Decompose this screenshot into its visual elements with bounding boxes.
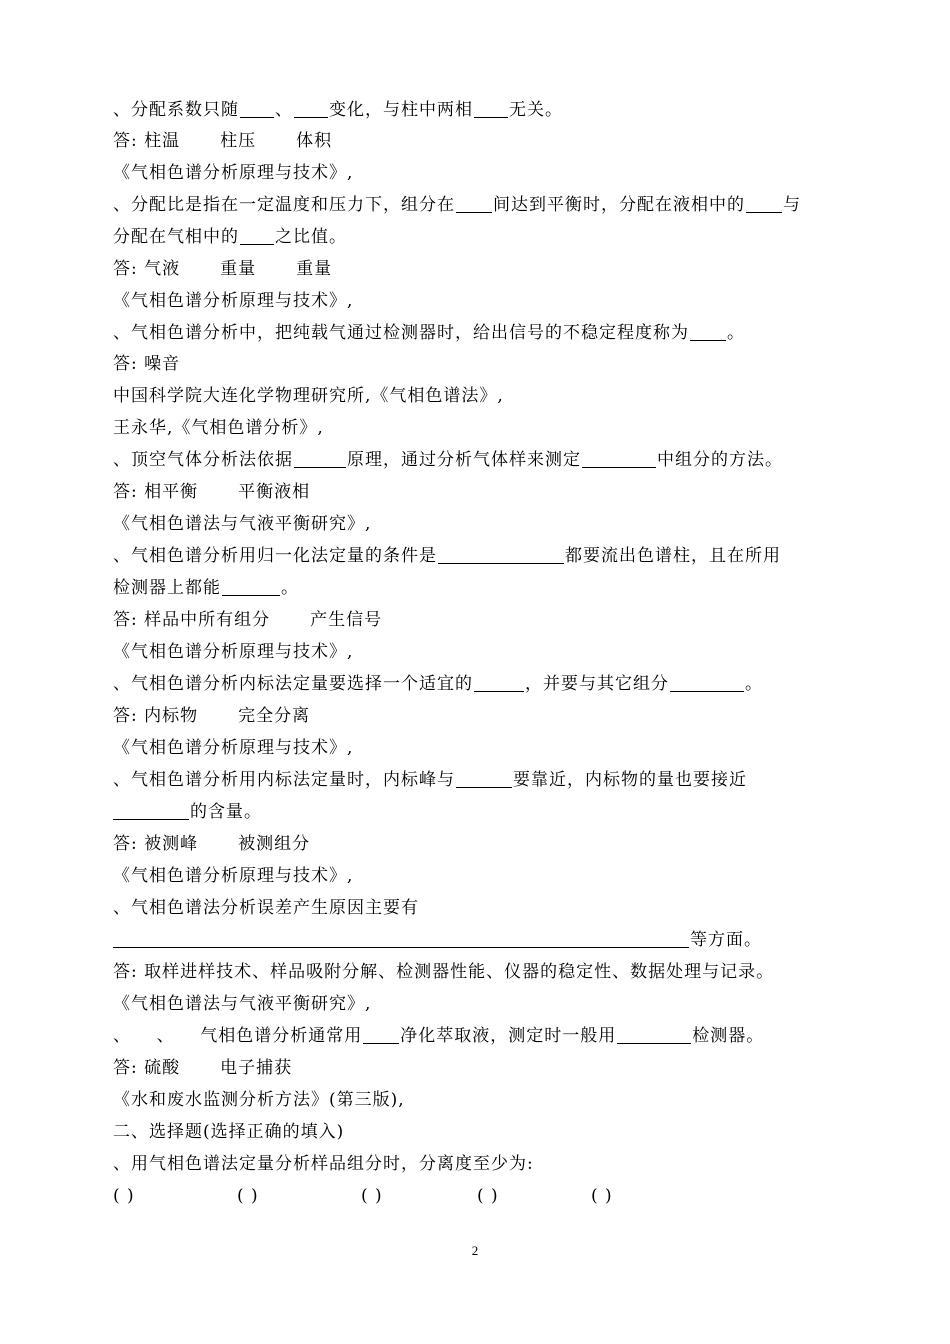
question-text: 分配在气相中的 [113, 227, 239, 247]
fill-blank [438, 545, 564, 564]
fill-blank [240, 99, 274, 118]
question-text: 、气相色谱分析内标法定量要选择一个适宜的 [113, 674, 473, 694]
question-text: ，并要与其它组分 [525, 674, 669, 694]
fill-blank [456, 194, 492, 213]
answer-label: 答: [113, 834, 138, 854]
question-text: 与 [783, 195, 801, 215]
option: ( ) [113, 1186, 135, 1206]
answer-value: 电子捕获 [220, 1058, 293, 1078]
question-4 [113, 446, 840, 474]
option: ( ) [591, 1186, 613, 1206]
question-text: 、 、 气相色谱分析通常用 [113, 1026, 363, 1046]
answer-3 [113, 350, 840, 378]
source-7: 《气相色谱分析原理与技术》, [113, 866, 354, 886]
answer-value: 重量 [296, 259, 333, 279]
source-9: 《水和废水监测分析方法》(第三版), [113, 1090, 405, 1110]
question-text: 。 [727, 323, 745, 343]
question-text: 、分配比是指在一定温度和压力下，组分在 [113, 195, 455, 215]
source-1: 《气相色谱分析原理与技术》, [113, 163, 354, 183]
answer-7 [113, 830, 840, 858]
fill-blank [113, 801, 189, 820]
fill-blank [746, 194, 782, 213]
question-text: 、 [275, 100, 293, 120]
question-7-cont [113, 798, 840, 826]
fill-blank [222, 577, 280, 596]
answer-value: 重量 [220, 259, 257, 279]
question-text: 原理，通过分析气体样来测定 [347, 450, 581, 470]
answer-value: 硫酸 [144, 1058, 181, 1078]
question-text: 、气相色谱分析用内标法定量时，内标峰与 [113, 770, 455, 790]
question-5-cont [113, 574, 840, 602]
question-text: 要靠近，内标物的量也要接近 [513, 770, 747, 790]
question-text: 变化，与柱中两相 [329, 100, 473, 120]
fill-blank [617, 1025, 691, 1044]
question-text: 等方面。 [690, 930, 762, 950]
source-6: 《气相色谱分析原理与技术》, [113, 738, 354, 758]
fill-blank [670, 673, 744, 692]
answer-value: 气液 [144, 259, 181, 279]
fill-blank [294, 99, 328, 118]
question-text: 、气相色谱法分析误差产生原因主要有 [113, 898, 419, 918]
answer-value: 被测组分 [238, 834, 311, 854]
fill-blank [363, 1025, 399, 1044]
answer-9 [113, 1054, 840, 1082]
answer-value: 噪音 [144, 354, 181, 374]
page-number: 2 [471, 1243, 479, 1258]
question-text: 检测器。 [692, 1026, 765, 1046]
question-9 [113, 1022, 840, 1050]
question-text: 都要流出色谱柱，且在所用 [565, 546, 781, 566]
question-2-cont [113, 223, 840, 251]
source-3a: 中国科学院大连化学物理研究所,《气相色谱法》, [113, 386, 504, 406]
answer-label: 答: [113, 354, 138, 374]
question-text: 、顶空气体分析法依据 [113, 450, 293, 470]
fill-blank [690, 322, 726, 341]
source-5: 《气相色谱分析原理与技术》, [113, 642, 354, 662]
answer-value: 平衡液相 [238, 482, 311, 502]
answer-4 [113, 478, 840, 506]
fill-blank [582, 449, 656, 468]
question-10: 、用气相色谱法定量分析样品组分时，分离度至少为: [113, 1154, 534, 1174]
question-2 [113, 191, 840, 219]
question-text: 。 [281, 578, 299, 598]
answer-value: 柱压 [220, 131, 257, 151]
question-8 [113, 894, 840, 922]
source-4: 《气相色谱法与气液平衡研究》, [113, 514, 372, 534]
answer-1 [113, 127, 840, 155]
options-row [113, 1182, 840, 1210]
answer-value: 样品中所有组分 [144, 610, 271, 630]
answer-8: 答: 取样进样技术、样品吸附分解、检测器性能、仪器的稳定性、数据处理与记录。 [113, 962, 775, 982]
option: ( ) [477, 1186, 499, 1206]
answer-value: 内标物 [144, 706, 199, 726]
question-7 [113, 766, 840, 794]
fill-blank [294, 449, 346, 468]
fill-blank [474, 673, 524, 692]
section-heading: 二、选择题(选择正确的填入) [113, 1122, 345, 1142]
fill-blank [456, 769, 512, 788]
question-text: 、分配系数只随 [113, 100, 239, 120]
answer-value: 体积 [296, 131, 333, 151]
question-text: 中组分的方法。 [657, 450, 783, 470]
question-text: 之比值。 [275, 227, 347, 247]
answer-label: 答: [113, 706, 138, 726]
answer-2 [113, 255, 840, 283]
question-text: 无关。 [509, 100, 563, 120]
answer-6 [113, 702, 840, 730]
fill-blank [474, 99, 508, 118]
answer-label: 答: [113, 1058, 138, 1078]
answer-label: 答: [113, 259, 138, 279]
answer-label: 答: [113, 131, 138, 151]
source-2: 《气相色谱分析原理与技术》, [113, 291, 354, 311]
question-text: 。 [745, 674, 763, 694]
question-8-cont [113, 926, 840, 954]
answer-value: 被测峰 [144, 834, 199, 854]
answer-label: 答: [113, 482, 138, 502]
question-5 [113, 542, 840, 570]
question-text: 、气相色谱分析用归一化法定量的条件是 [113, 546, 437, 566]
question-text: 、气相色谱分析中，把纯载气通过检测器时，给出信号的不稳定程度称为 [113, 323, 689, 343]
answer-value: 相平衡 [144, 482, 199, 502]
question-text: 的含量。 [190, 802, 262, 822]
answer-value: 完全分离 [238, 706, 311, 726]
fill-blank [113, 929, 689, 948]
answer-value: 产生信号 [310, 610, 383, 630]
question-text: 间达到平衡时，分配在液相中的 [493, 195, 745, 215]
question-text: 净化萃取液，测定时一般用 [400, 1026, 617, 1046]
fill-blank [240, 226, 274, 245]
source-3b: 王永华,《气相色谱分析》, [113, 418, 324, 438]
option: ( ) [361, 1186, 383, 1206]
answer-label: 答: [113, 610, 138, 630]
source-8: 《气相色谱法与气液平衡研究》, [113, 994, 372, 1014]
question-6 [113, 670, 840, 698]
question-3 [113, 319, 840, 347]
answer-value: 柱温 [144, 131, 181, 151]
answer-5 [113, 606, 840, 634]
question-1 [113, 96, 840, 124]
option: ( ) [237, 1186, 259, 1206]
question-text: 检测器上都能 [113, 578, 221, 598]
